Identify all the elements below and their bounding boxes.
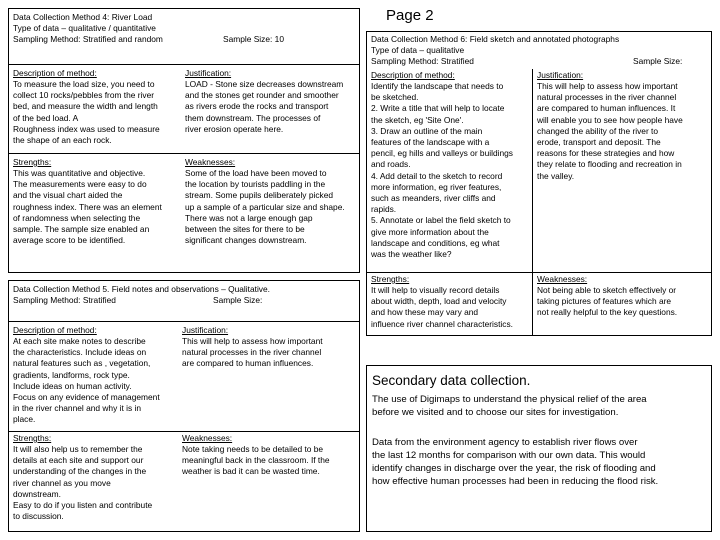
method6-strengths-text: It will help to visually record details about width, depth, load and velocity and how these may vary and influence river channel characteristics. [371,285,513,329]
method5-strengths-text: It will also help us to remember the details at each site and support our understanding of the changes in the river channel as you move downstream. Easy to do if you listen and contribute to discussion. [13,444,153,522]
method6-justification-heading: Justification: [537,70,584,80]
secondary-title: Secondary data collection. [372,373,531,388]
method4-box [8,8,360,273]
method6-description-text: Identify the landscape that needs to be sketched. 2. Write a title that will help to locate the sketch, eg 'Site One'. 3. Draw an outline of the main features of the landscape with a pencil, eg hills and valleys or buildings and roads. 4. Add detail to the sketch to record more information, eg river features, such as meanders, river cliffs and rapids. 5. Annotate or label the field sketch to give more information about the landscape and conditions, eg what was the weather like? [371,81,513,260]
method6-strengths-heading: Strengths: [371,274,410,284]
method4-header: Data Collection Method 4: River Load Type of data – qualitative / quantitative Sampling Method: Stratified and random [13,12,163,45]
method4-strengths-heading: Strengths: [13,157,52,167]
secondary-paragraph-2: Data from the environment agency to establish river flows over the last 12 months for comparison with our own data. This would identify changes in discharge over the year, the risk of flooding and how effective human processes had been in reducing the flood risk. [372,437,659,487]
method6-header: Data Collection Method 6: Field sketch and annotated photographs Type of data – qualitative Sampling Method: Stratified [371,34,620,67]
method4-strengths-text: This was quantitative and objective. The measurements were easy to do and the visual chart aided the roughness index. There was an element of randomness when selecting the sample. The sample size enabled an average score to be identified. [13,168,162,246]
method4-weaknesses-heading: Weaknesses: [185,157,236,167]
method6-column-divider [532,69,533,335]
method6-weaknesses-text: Not being able to sketch effectively or taking pictures of features which are not really helpful to the key questions. [537,285,678,318]
method4-justification-heading: Justification: [185,68,232,78]
method4-sample-size: Sample Size: 10 [223,34,284,44]
method4-divider-top [9,64,359,65]
method5-justification-heading: Justification: [182,325,229,335]
method4-description-text: To measure the load size, you need to collect 10 rocks/pebbles from the river bed, and measure the width and length of the bed load. A Roughness index was used to measure the shape of an each rock. [13,79,160,146]
method5-description-heading: Description of method: [13,325,97,335]
method6-box [366,31,712,336]
method5-sample-size: Sample Size: [213,295,263,305]
method5-description-text: At each site make notes to describe the characteristics. Include ideas on natural features such as , vegetation, gradients, landforms, rock type. Include ideas on human activity. Focus on any evidence of management in the river channel and why it is in place. [13,336,160,425]
secondary-data-box [366,365,712,532]
method4-divider-mid [9,153,359,154]
method5-divider-top [9,321,359,322]
method4-description-heading: Description of method: [13,68,97,78]
method4-weaknesses-text: Some of the load have been moved to the location by tourists paddling in the stream. Some pupils deliberately picked up a sample of a particular size and shape. There was not a large enough gap between the sites for there to be significant changes downstream. [185,168,345,246]
method6-divider-mid [367,272,711,273]
method6-sample-size: Sample Size: [633,56,683,66]
method5-weaknesses-text: Note taking needs to be detailed to be meaningful back in the classroom. If the weather is bad it can be wasted time. [182,444,330,477]
method5-header: Data Collection Method 5. Field notes and observations – Qualitative. Sampling Method: Stratified [13,284,270,306]
method5-divider-mid [9,431,359,432]
method5-weaknesses-heading: Weaknesses: [182,433,233,443]
method6-justification-text: This will help to assess how important natural processes in the river channel are compared to human influences. It will enable you to see how people have changed the ability of the river to erode, transport and deposit. The reasons for these strategies and how they relate to flooding and recreation in the valley. [537,81,683,181]
method5-strengths-heading: Strengths: [13,433,52,443]
method5-justification-text: This will help to assess how important natural processes in the river channel are compared to human influences. [182,336,323,369]
method5-box [8,280,360,532]
page-label: Page 2 [386,7,434,24]
method4-justification-text: LOAD - Stone size decreases downstream and the stones get rounder and smoother as rivers erode the rocks and transport them downstream. The processes of river erosion operate here. [185,79,344,134]
secondary-paragraph-1: The use of Digimaps to understand the physical relief of the area before we visited and to choose our sites for investigation. [372,394,647,418]
method6-description-heading: Description of method: [371,70,455,80]
method6-weaknesses-heading: Weaknesses: [537,274,588,284]
